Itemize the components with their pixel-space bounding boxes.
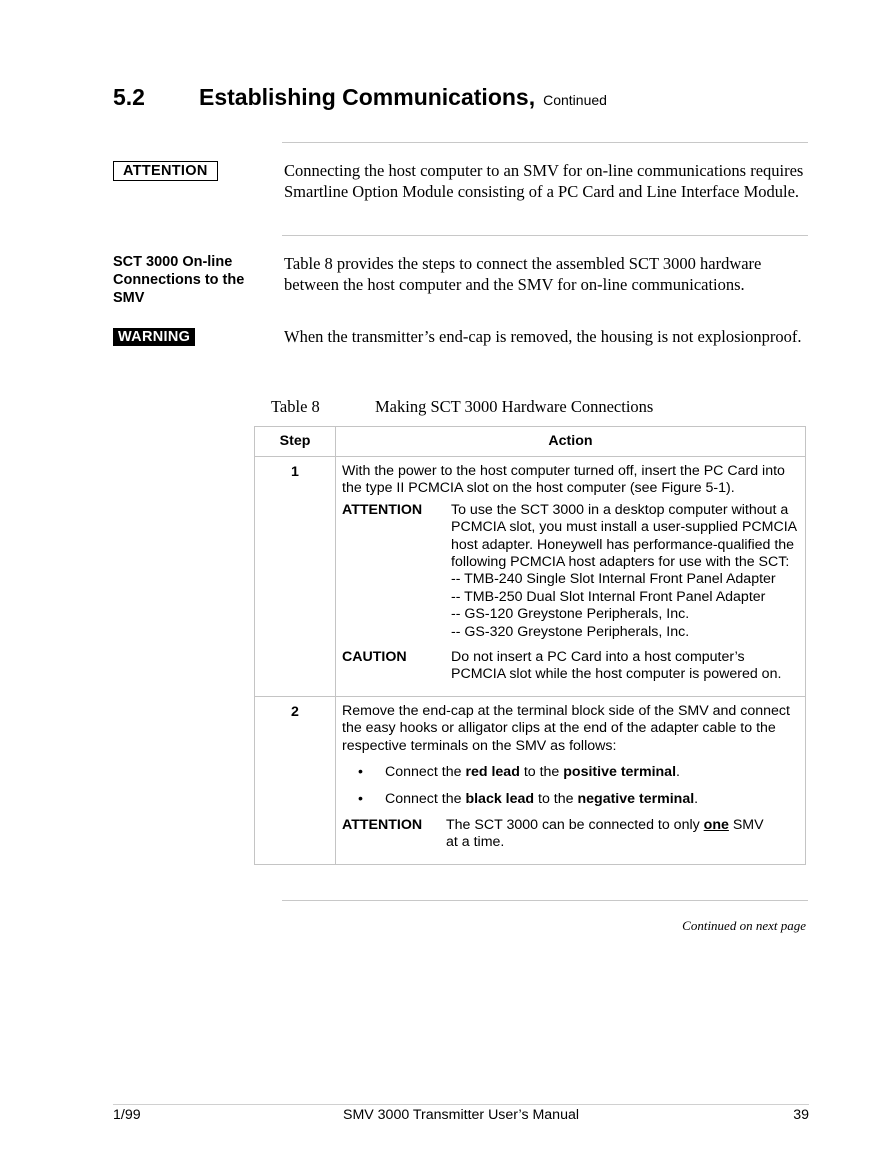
table-caption <box>271 397 653 417</box>
continued-next-page: Continued on next page <box>682 918 806 933</box>
bullet-mark: • <box>358 790 363 807</box>
footer-date: 1/99 <box>113 1107 141 1123</box>
bullet-text-part: to the <box>519 764 564 781</box>
attention-badge: ATTENTION <box>113 161 218 181</box>
attention-note <box>342 502 797 641</box>
table-row <box>255 457 806 697</box>
bullet-mark: • <box>358 764 363 781</box>
attention-text-part: The SCT 3000 can be connected to only <box>446 816 704 833</box>
divider-mid <box>282 235 808 236</box>
attention-emphasis: one <box>703 816 729 833</box>
section-number: 5.2 <box>113 84 145 110</box>
caution-note-text: Do not insert a PC Card into a host computer’s PCMCIA slot while the host computer is powered on. <box>451 649 782 683</box>
attention-text: Connecting the host computer to an SMV for on-line communications requires Smartline Option Module consisting of a PC Card and Line Interface Module. <box>284 161 804 201</box>
step-number: 1 <box>255 457 336 697</box>
table-caption-label: Table 8 <box>271 397 320 416</box>
step-text: With the power to the host computer turned off, insert the PC Card into the type II PCMCIA slot on the host computer (see Figure 5-1). <box>342 463 785 497</box>
bullet-item <box>358 764 797 781</box>
bullet-text-part: . <box>676 764 680 781</box>
bullet-item <box>358 791 797 808</box>
adapter-item: -- TMB-240 Single Slot Internal Front Panel Adapter <box>451 571 776 588</box>
attention-side <box>113 161 218 181</box>
footer-rule <box>113 1104 809 1105</box>
column-header-step: Step <box>255 427 336 457</box>
bullet-text-part: . <box>694 790 699 807</box>
step-text: Remove the end-cap at the terminal block side of the SMV and connect the easy hooks or alligator clips at the end of the adapter cable to the respective terminals on the SMV as follows: <box>342 702 790 754</box>
divider-top <box>282 142 808 143</box>
table-header-row <box>255 427 806 457</box>
step-action <box>336 696 806 864</box>
step-action <box>336 457 806 697</box>
attention-text-part: SMV at a time. <box>446 816 764 851</box>
bullet-text-part: Connect the <box>385 764 466 781</box>
bullet-text-part: Connect the <box>385 790 466 807</box>
steps-table <box>254 426 806 865</box>
bullet-text <box>385 764 680 781</box>
caution-note <box>342 649 797 684</box>
footer-manual-title: SMV 3000 Transmitter User’s Manual <box>342 1107 580 1123</box>
attention-note-text <box>446 817 797 852</box>
online-heading: SCT 3000 On-line Connections to the SMV <box>113 254 245 306</box>
table-row <box>255 696 806 864</box>
caution-note-label: CAUTION <box>342 649 407 666</box>
attention-note-body <box>451 502 797 641</box>
attention-note-text: To use the SCT 3000 in a desktop computer without a PCMCIA slot, you must install a user-supplied PCMCIA host adapter. Honeywell has performance-qualified the following PCMCIA host adapters for use with the SCT: <box>451 501 797 571</box>
table-caption-title: Making SCT 3000 Hardware Connections <box>375 397 654 416</box>
continued-label: Continued <box>543 92 607 108</box>
bullet-emphasis: red lead <box>465 764 520 781</box>
adapter-item: -- GS-120 Greystone Peripherals, Inc. <box>451 606 690 623</box>
bullet-emphasis: negative terminal <box>577 790 695 807</box>
adapter-item: -- TMB-250 Dual Slot Internal Front Panel Adapter <box>451 588 766 605</box>
divider-bottom <box>282 900 808 901</box>
column-header-action: Action <box>336 427 806 457</box>
bullet-text <box>385 791 698 808</box>
section-title <box>113 84 607 111</box>
attention-note-label: ATTENTION <box>342 816 423 833</box>
bullet-text-part: to the <box>534 790 578 807</box>
step-number: 2 <box>255 696 336 864</box>
online-text: Table 8 provides the steps to connect the assembled SCT 3000 hardware between the host computer and the SMV for on-line communications. <box>284 254 762 294</box>
section-title-text: Establishing Communications, <box>199 84 536 110</box>
attention-note <box>342 817 797 852</box>
warning-text: When the transmitter’s end-cap is removed, the housing is not explosionproof. <box>284 327 802 346</box>
warning-side <box>113 328 195 346</box>
warning-badge: WARNING <box>113 328 195 346</box>
footer-page-number: 39 <box>793 1107 809 1123</box>
bullet-emphasis: black lead <box>465 790 535 807</box>
attention-note-label: ATTENTION <box>342 501 423 518</box>
bullet-emphasis: positive terminal <box>563 764 677 781</box>
adapter-item: -- GS-320 Greystone Peripherals, Inc. <box>451 623 690 640</box>
